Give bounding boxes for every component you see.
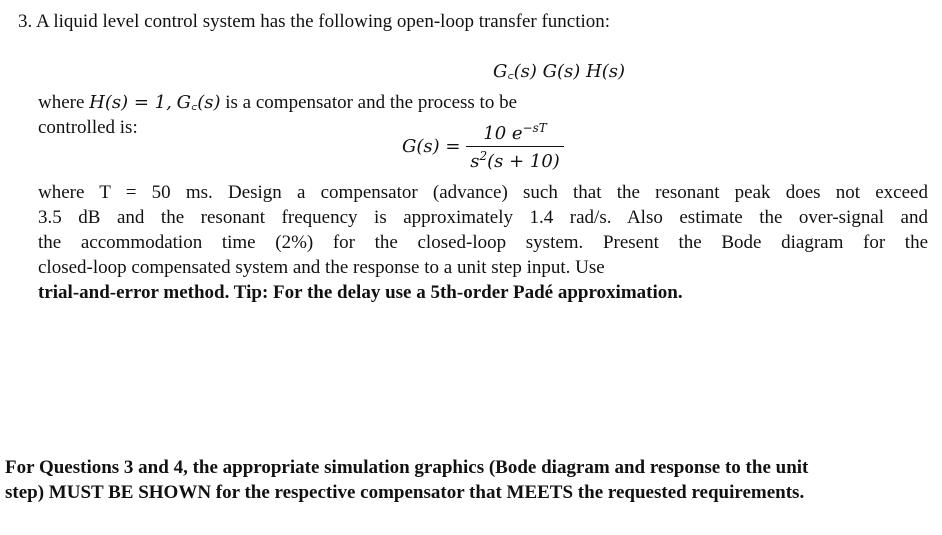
- open-loop-transfer-function: G꜀(s) G(s) H(s): [493, 61, 625, 82]
- problem-line-3: the accommodation time (2%) for the closed-loop system. Present the Bode diagram for the: [38, 232, 928, 253]
- g-lhs: G(s) =: [402, 136, 461, 157]
- where-prefix: where: [38, 92, 85, 113]
- h-definition: H(s) = 1,: [89, 92, 172, 113]
- question-heading: [18, 10, 610, 34]
- g-numerator-exponent: −sT: [522, 121, 547, 135]
- note-line-2: step) MUST BE SHOWN for the respective compensator that MEETS the requested requirements.: [5, 482, 805, 503]
- where-definition-line: [38, 91, 517, 115]
- process-transfer-function: [402, 121, 564, 172]
- where-suffix: is a compensator and the process to be: [225, 92, 518, 113]
- problem-line-2: 3.5 dB and the resonant frequency is approximately 1.4 rad/s. Also estimate the over-signal and: [38, 207, 928, 228]
- g-denominator-exponent: 2: [479, 149, 488, 163]
- problem-line-1: where T = 50 ms. Design a compensator (advance) such that the resonant peak does not exceed: [38, 182, 928, 203]
- g-fraction: [466, 121, 564, 172]
- g-numerator: 10 $e^{-sT}$: [466, 121, 564, 147]
- controlled-is-label: controlled is:: [38, 117, 138, 138]
- gc-symbol: G꜀(s): [176, 92, 221, 113]
- question-intro: A liquid level control system has the following open-loop transfer function:: [35, 11, 611, 32]
- g-denominator: $s^2(s + 10)$: [470, 149, 560, 172]
- tip-line: trial-and-error method. Tip: For the delay use a 5th-order Padé approximation.: [38, 282, 683, 303]
- question-number: 3.: [18, 11, 33, 32]
- problem-line-4: closed-loop compensated system and the response to a unit step input. Use: [38, 257, 605, 278]
- note-line-1: For Questions 3 and 4, the appropriate simulation graphics (Bode diagram and response to the unit: [5, 457, 809, 478]
